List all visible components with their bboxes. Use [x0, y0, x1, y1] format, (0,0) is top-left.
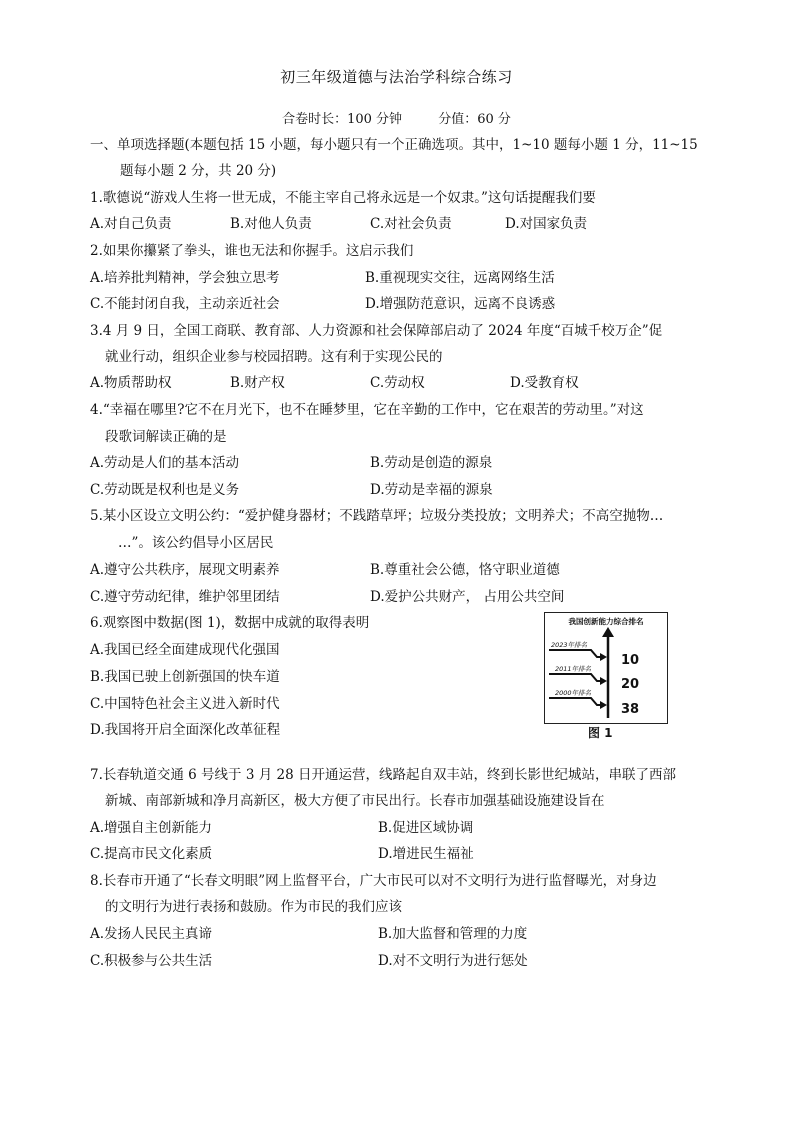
- option-d: D.我国将开启全面深化改革征程: [90, 722, 281, 738]
- option-c: C.遵守劳动纪律，维护邻里团结: [90, 589, 280, 605]
- option-a: A.我国已经全面建成现代化强国: [90, 642, 280, 658]
- option-a: A.劳动是人们的基本活动: [90, 455, 240, 471]
- page-title: 初三年级道德与法治学科综合练习: [280, 68, 513, 86]
- option-a: A.对自己负责: [90, 216, 172, 232]
- pointer-line: [549, 650, 603, 657]
- option-b: B.财产权: [230, 375, 285, 391]
- option-a: A.物质帮助权: [90, 375, 172, 391]
- option-d: D.劳动是幸福的源泉: [370, 482, 493, 498]
- option-d: D.对国家负责: [505, 216, 588, 232]
- section-heading: 一、单项选择题(本题包括 15 小题，每小题只有一个正确选项。其中，1~10 题每小题 1 分，11~15: [90, 137, 698, 153]
- option-c: C.提高市民文化素质: [90, 846, 213, 862]
- question-stem: 7.长春轨道交通 6 号线于 3 月 28 日开通运营，线路起自双丰站，终到长影世纪城站，串联了西部: [90, 767, 676, 783]
- option-c: C.对社会负责: [370, 216, 452, 232]
- figure-caption: 图 1: [588, 726, 613, 740]
- option-a: A.培养批判精神，学会独立思考: [90, 270, 280, 286]
- duration-text: 合卷时长：100 分钟: [282, 112, 403, 127]
- question-stem-cont: 就业行动，组织企业参与校园招聘。这有利于实现公民的: [105, 349, 443, 365]
- question-stem-cont: 段歌词解读正确的是: [105, 429, 227, 445]
- option-b: B.加大监督和管理的力度: [378, 926, 528, 942]
- rank-value: 20: [621, 677, 640, 692]
- figure-innovation-ranking: [544, 612, 668, 724]
- arrow-right-icon: [600, 653, 607, 661]
- option-d: D.增强防范意识，远离不良诱惑: [365, 296, 556, 312]
- question-stem: 3.4 月 9 日，全国工商联、教育部、人力资源和社会保障部启动了 2024 年度“百城千校万企”促: [90, 323, 663, 339]
- question-stem-cont: 的文明行为进行表扬和鼓励。作为市民的我们应该: [105, 899, 402, 915]
- option-b: B.促进区域协调: [378, 820, 474, 836]
- option-c: C.劳动权: [370, 375, 425, 391]
- question-stem: 1.歌德说“游戏人生将一世无成，不能主宰自己将永远是一个奴隶。”这句话提醒我们要: [90, 190, 596, 206]
- arrow-right-icon: [600, 677, 607, 685]
- score-text: 分值：60 分: [438, 112, 511, 127]
- option-a: A.发扬人民民主真谛: [90, 926, 213, 942]
- pointer-line: [549, 698, 603, 705]
- option-b: B.劳动是创造的源泉: [370, 455, 493, 471]
- year-label: 2011年排名: [555, 665, 592, 673]
- option-b: B.对他人负责: [230, 216, 312, 232]
- year-label: 2023年排名: [551, 641, 588, 649]
- question-stem: 5.某小区设立文明公约：“爱护健身器材；不践踏草坪；垃圾分类投放；文明养犬；不高空抛物…: [90, 508, 664, 524]
- ranking-diagram: [545, 613, 667, 723]
- option-a: A.增强自主创新能力: [90, 820, 213, 836]
- option-b: B.重视现实交往，远离网络生活: [365, 270, 555, 286]
- rank-value: 38: [621, 702, 640, 717]
- question-stem-cont: …”。该公约倡导小区居民: [118, 535, 274, 551]
- question-stem: 6.观察图中数据(图 1)，数据中成就的取得表明: [90, 615, 370, 631]
- question-stem: 8.长春市开通了“长春文明眼”网上监督平台，广大市民可以对不文明行为进行监督曝光，对身边: [90, 873, 657, 889]
- exam-meta: [0, 108, 793, 127]
- option-b: B.我国已驶上创新强国的快车道: [90, 669, 280, 685]
- rank-value: 10: [621, 653, 640, 668]
- pointer-line: [549, 674, 603, 681]
- option-d: D.增进民生福祉: [378, 846, 474, 862]
- question-stem-cont: 新城、南部新城和净月高新区，极大方便了市民出行。长春市加强基础设施建设旨在: [105, 793, 605, 809]
- arrow-up-icon: [602, 627, 614, 637]
- year-label: 2000年排名: [555, 689, 592, 697]
- option-d: D.受教育权: [510, 375, 579, 391]
- question-stem: 4.“幸福在哪里?它不在月光下，也不在睡梦里，它在辛勤的工作中，它在艰苦的劳动里。”对这: [90, 402, 644, 418]
- figure-title: 我国创新能力综合排名: [568, 617, 644, 626]
- option-b: B.尊重社会公德，恪守职业道德: [370, 562, 560, 578]
- option-c: C.不能封闭自我，主动亲近社会: [90, 296, 280, 312]
- option-d: D.爱护公共财产， 占用公共空间: [370, 589, 565, 605]
- option-c: C.积极参与公共生活: [90, 953, 213, 969]
- option-a: A.遵守公共秩序，展现文明素养: [90, 562, 280, 578]
- option-c: C.劳动既是权利也是义务: [90, 482, 240, 498]
- arrow-right-icon: [600, 701, 607, 709]
- question-stem: 2.如果你攥紧了拳头，谁也无法和你握手。这启示我们: [90, 243, 414, 259]
- option-c: C.中国特色社会主义进入新时代: [90, 696, 280, 712]
- section-heading-cont: 题每小题 2 分，共 20 分): [120, 163, 277, 179]
- option-d: D.对不文明行为进行惩处: [378, 953, 528, 969]
